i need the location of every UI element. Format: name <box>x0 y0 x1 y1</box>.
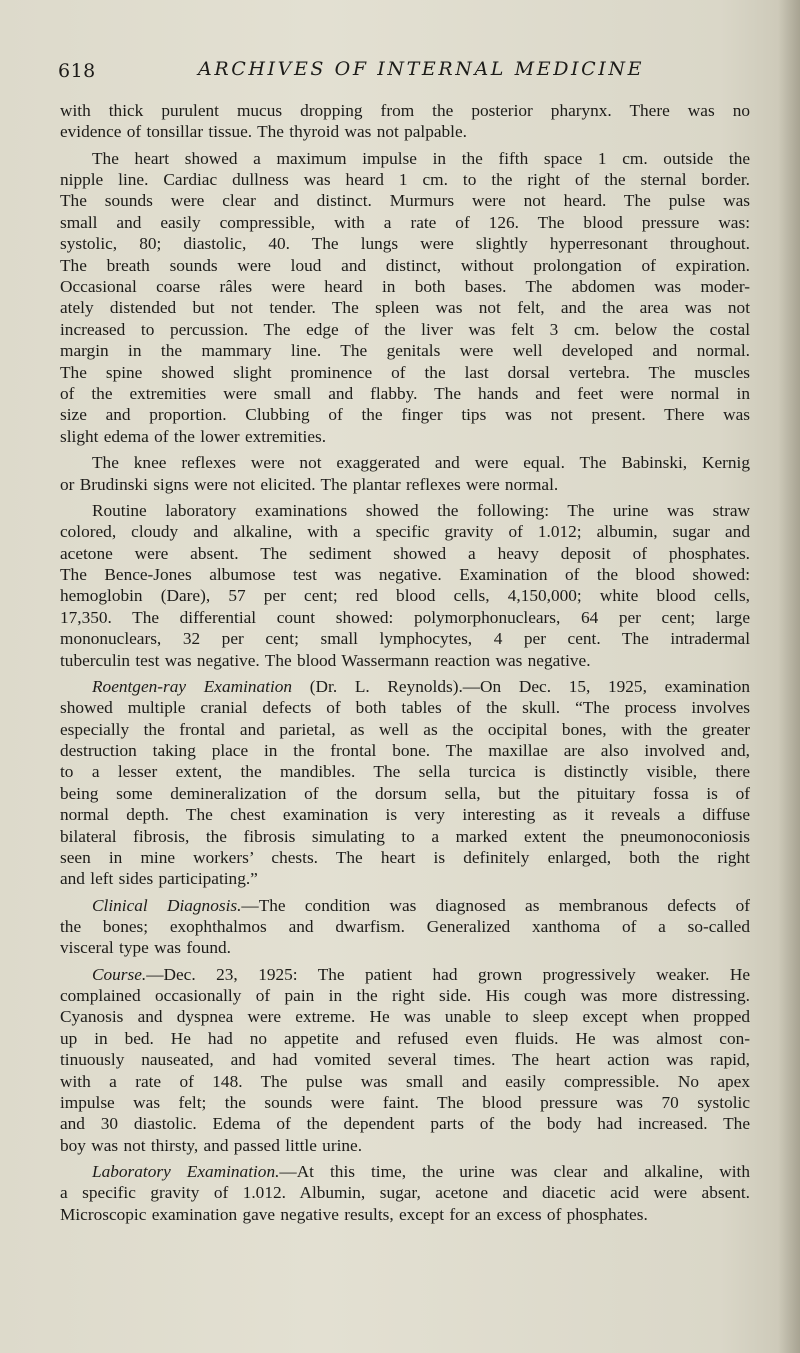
text-line: Microscopic examination gave negative results, except for an excess of phosphates. <box>60 1204 648 1224</box>
page-edge-shadow <box>778 0 800 1353</box>
text-run: —At this time, the urine was clear and alkaline, with <box>279 1162 750 1182</box>
text-run: —Dec. 23, 1925: The patient had grown progressively weaker. He <box>146 964 750 984</box>
text-line: seen in mine workers’ chests. The heart is definitely enlarged, both the right <box>60 848 750 867</box>
paragraph-routine-laboratory <box>60 500 750 671</box>
paragraph-course <box>60 964 750 1157</box>
text-line: impulse was felt; the sounds were faint. The blood pressure was 70 systolic <box>60 1093 750 1113</box>
paragraph-roentgen-examination <box>60 676 750 890</box>
text-line: The heart showed a maximum impulse in the fifth space 1 cm. outside the <box>92 148 750 168</box>
section-heading: Roentgen-ray Examination <box>92 676 293 696</box>
text-line-with-heading <box>60 676 750 697</box>
text-line: small and easily compressible, with a rate of 126. The blood pressure was: <box>60 212 750 232</box>
text-run: —The condition was diagnosed as membranous defects of <box>241 895 750 915</box>
text-line: tuberculin test was negative. The blood Wassermann reaction was negative. <box>60 650 591 670</box>
text-line: of the extremities were small and flabby. The hands and feet were normal in <box>60 384 750 404</box>
text-line: mononuclears, 32 per cent; small lymphocytes, 4 per cent. The intradermal <box>60 629 750 649</box>
text-line: showed multiple cranial defects of both tables of the skull. “The process involves <box>60 698 750 718</box>
text-line: The Bence-Jones albumose test was negative. Examination of the blood showed: <box>60 564 750 584</box>
text-line: bilateral fibrosis, the fibrosis simulating to a marked extent the pneumonoconiosis <box>60 826 750 846</box>
text-line: hemoglobin (Dare), 57 per cent; red blood cells, 4,150,000; white blood cells, <box>60 586 750 606</box>
text-line: with a rate of 148. The pulse was small and easily compressible. No apex <box>60 1071 750 1091</box>
paragraph-reflexes <box>60 452 750 495</box>
text-run: (Dr. L. Reynolds).—On Dec. 15, 1925, examination <box>292 676 751 696</box>
paragraph-clinical-diagnosis <box>60 895 750 959</box>
text-line: evidence of tonsillar tissue. The thyroid was not palpable. <box>60 122 467 142</box>
text-line: systolic, 80; diastolic, 40. The lungs were slightly hyperresonant throughout. <box>60 234 750 254</box>
text-line: Occasional coarse râles were heard in both bases. The abdomen was moder- <box>60 277 750 297</box>
running-header <box>58 58 748 90</box>
text-line: destruction taking place in the frontal bone. The maxillae are also involved and, <box>60 740 750 760</box>
page-number: 618 <box>58 60 96 82</box>
section-heading: Laboratory Examination. <box>92 1162 280 1182</box>
text-line: The spine showed slight prominence of the last dorsal vertebra. The muscles <box>60 362 750 382</box>
paragraph-physical-exam <box>60 148 750 448</box>
text-line: The sounds were clear and distinct. Murmurs were not heard. The pulse was <box>60 191 750 211</box>
text-line: The breath sounds were loud and distinct, without prolongation of expiration. <box>60 255 750 275</box>
text-line: Routine laboratory examinations showed the following: The urine was straw <box>92 500 750 520</box>
text-line: slight edema of the lower extremities. <box>60 426 327 446</box>
text-line: 17,350. The differential count showed: polymorphonuclears, 64 per cent; large <box>60 607 750 627</box>
text-line: margin in the mammary line. The genitals were well developed and normal. <box>60 341 750 361</box>
text-line: up in bed. He had no appetite and refused even fluids. He was almost con- <box>60 1028 750 1048</box>
text-line-with-heading <box>60 1161 750 1182</box>
text-line: or Brudinski signs were not elicited. The plantar reflexes were normal. <box>60 474 559 494</box>
text-line: Cyanosis and dyspnea were extreme. He was unable to sleep except when propped <box>60 1007 750 1027</box>
text-line: ately distended but not tender. The spleen was not felt, and the area was not <box>60 298 750 318</box>
paragraph-laboratory-examination <box>60 1161 750 1225</box>
text-line: visceral type was found. <box>60 938 231 958</box>
paragraph-continuation <box>60 100 750 143</box>
text-line: and left sides participating.” <box>60 869 258 889</box>
text-line: boy was not thirsty, and passed little urine. <box>60 1135 363 1155</box>
text-line: size and proportion. Clubbing of the finger tips was not present. There was <box>60 405 750 425</box>
text-line: acetone were absent. The sediment showed a heavy deposit of phosphates. <box>60 543 750 563</box>
text-line: The knee reflexes were not exaggerated and were equal. The Babinski, Kernig <box>92 453 750 473</box>
text-line: tinuously nauseated, and had vomited several times. The heart action was rapid, <box>60 1050 750 1070</box>
journal-title: ARCHIVES OF INTERNAL MEDICINE <box>198 58 645 80</box>
text-line-with-heading <box>60 964 750 985</box>
text-line: normal depth. The chest examination is very interesting as it reveals a diffuse <box>60 805 750 825</box>
text-line: to a lesser extent, the mandibles. The sella turcica is distinctly visible, there <box>60 762 750 782</box>
text-line: nipple line. Cardiac dullness was heard 1 cm. to the right of the sternal border. <box>60 170 750 190</box>
text-line: increased to percussion. The edge of the liver was felt 3 cm. below the costal <box>60 319 750 339</box>
section-heading: Clinical Diagnosis. <box>92 895 242 915</box>
text-line: complained occasionally of pain in the right side. His cough was more distressing. <box>60 986 750 1006</box>
article-body <box>60 100 750 1225</box>
text-line-with-heading <box>60 895 750 916</box>
text-line: a specific gravity of 1.012. Albumin, sugar, acetone and diacetic acid were absent. <box>60 1183 750 1203</box>
text-line: being some demineralization of the dorsum sella, but the pituitary fossa is of <box>60 783 750 803</box>
section-heading: Course. <box>92 964 147 984</box>
text-line: and 30 diastolic. Edema of the dependent parts of the body had increased. The <box>60 1114 750 1134</box>
text-line: colored, cloudy and alkaline, with a specific gravity of 1.012; albumin, sugar and <box>60 522 750 542</box>
text-line: the bones; exophthalmos and dwarfism. Generalized xanthoma of a so-called <box>60 917 750 937</box>
text-line: with thick purulent mucus dropping from the posterior pharynx. There was no <box>60 101 750 120</box>
text-line: especially the frontal and parietal, as well as the occipital bones, with the greater <box>60 719 750 739</box>
